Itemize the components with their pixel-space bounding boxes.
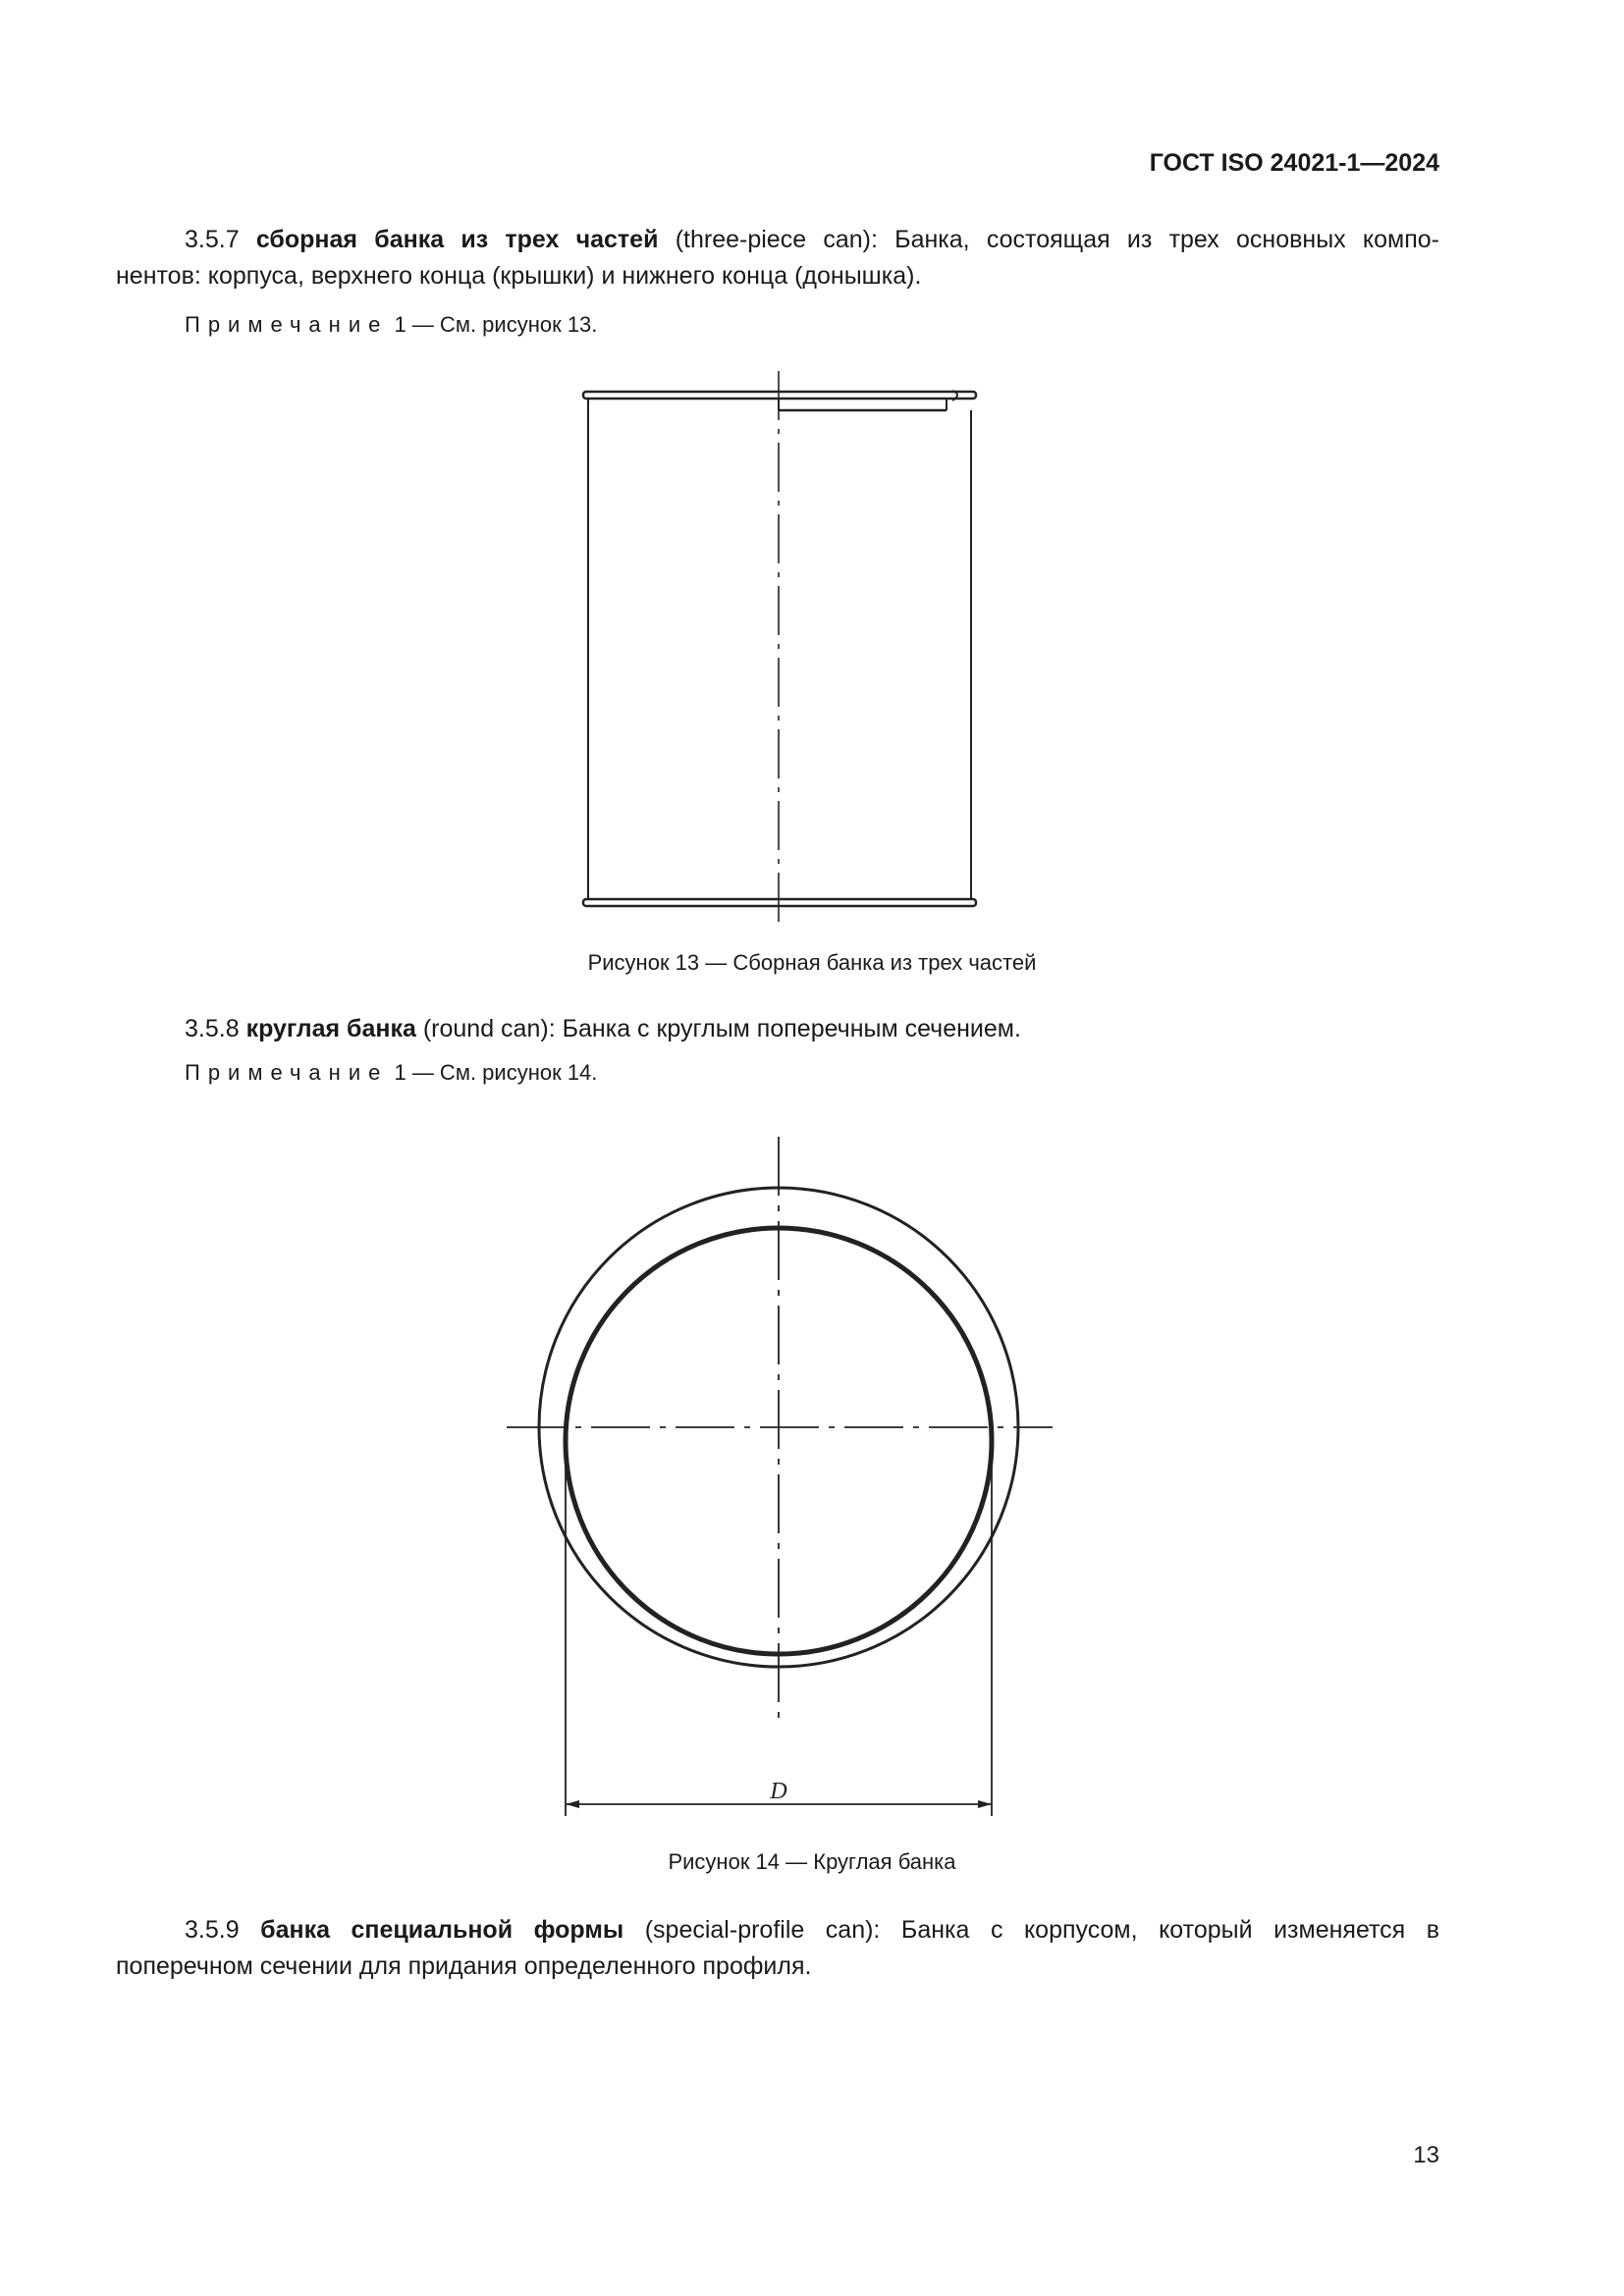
note-fig13 xyxy=(185,312,597,338)
definition: Банка с корпусом, который изменяется в xyxy=(900,1916,1440,1944)
dimension-label: D xyxy=(770,1779,787,1804)
term: сборная банка из трех частей xyxy=(255,226,659,253)
seam-hook xyxy=(952,391,957,400)
term-english: (special-profile can): xyxy=(644,1916,881,1944)
note-fig14 xyxy=(185,1060,597,1086)
figure-14-caption: Рисунок 14 — Круглая банка xyxy=(668,1849,956,1874)
section-3-5-9 xyxy=(116,1912,1439,1985)
note-label: Примечание xyxy=(185,312,389,337)
inner-circle xyxy=(566,1228,992,1654)
definition: Банка с круглым поперечным сечением. xyxy=(562,1015,1021,1042)
note-label: Примечание xyxy=(185,1060,389,1085)
section-number: 3.5.9 xyxy=(185,1916,240,1944)
section-number: 3.5.7 xyxy=(185,226,240,253)
can-top-end xyxy=(583,392,976,399)
figure-13-caption: Рисунок 13 — Сборная банка из трех частей xyxy=(587,950,1037,975)
definition-continued: нентов: корпуса, верхнего конца (крышки) и нижнего конца (донышка). xyxy=(116,262,922,290)
note-text: 1 — См. рисунок 13. xyxy=(394,312,598,337)
definition-continued: поперечном сечении для придания определенного профиля. xyxy=(116,1952,812,1980)
term-english: (three-piece can): xyxy=(675,226,878,253)
outer-circle xyxy=(539,1188,1018,1667)
standard-header: ГОСТ ISO 24021-1—2024 xyxy=(1149,149,1439,177)
definition: Банка, состоящая из трех основных компо- xyxy=(894,226,1440,253)
section-3-5-7 xyxy=(116,222,1439,294)
section-3-5-8 xyxy=(116,1011,1439,1047)
section-number: 3.5.8 xyxy=(185,1015,240,1042)
term-english: (round can): xyxy=(422,1015,556,1042)
page-number: 13 xyxy=(1413,2142,1439,2168)
term: банка специальной формы xyxy=(260,1916,624,1944)
can-bottom-end xyxy=(583,899,976,906)
note-text: 1 — См. рисунок 14. xyxy=(394,1060,598,1085)
term: круглая банка xyxy=(245,1015,416,1042)
